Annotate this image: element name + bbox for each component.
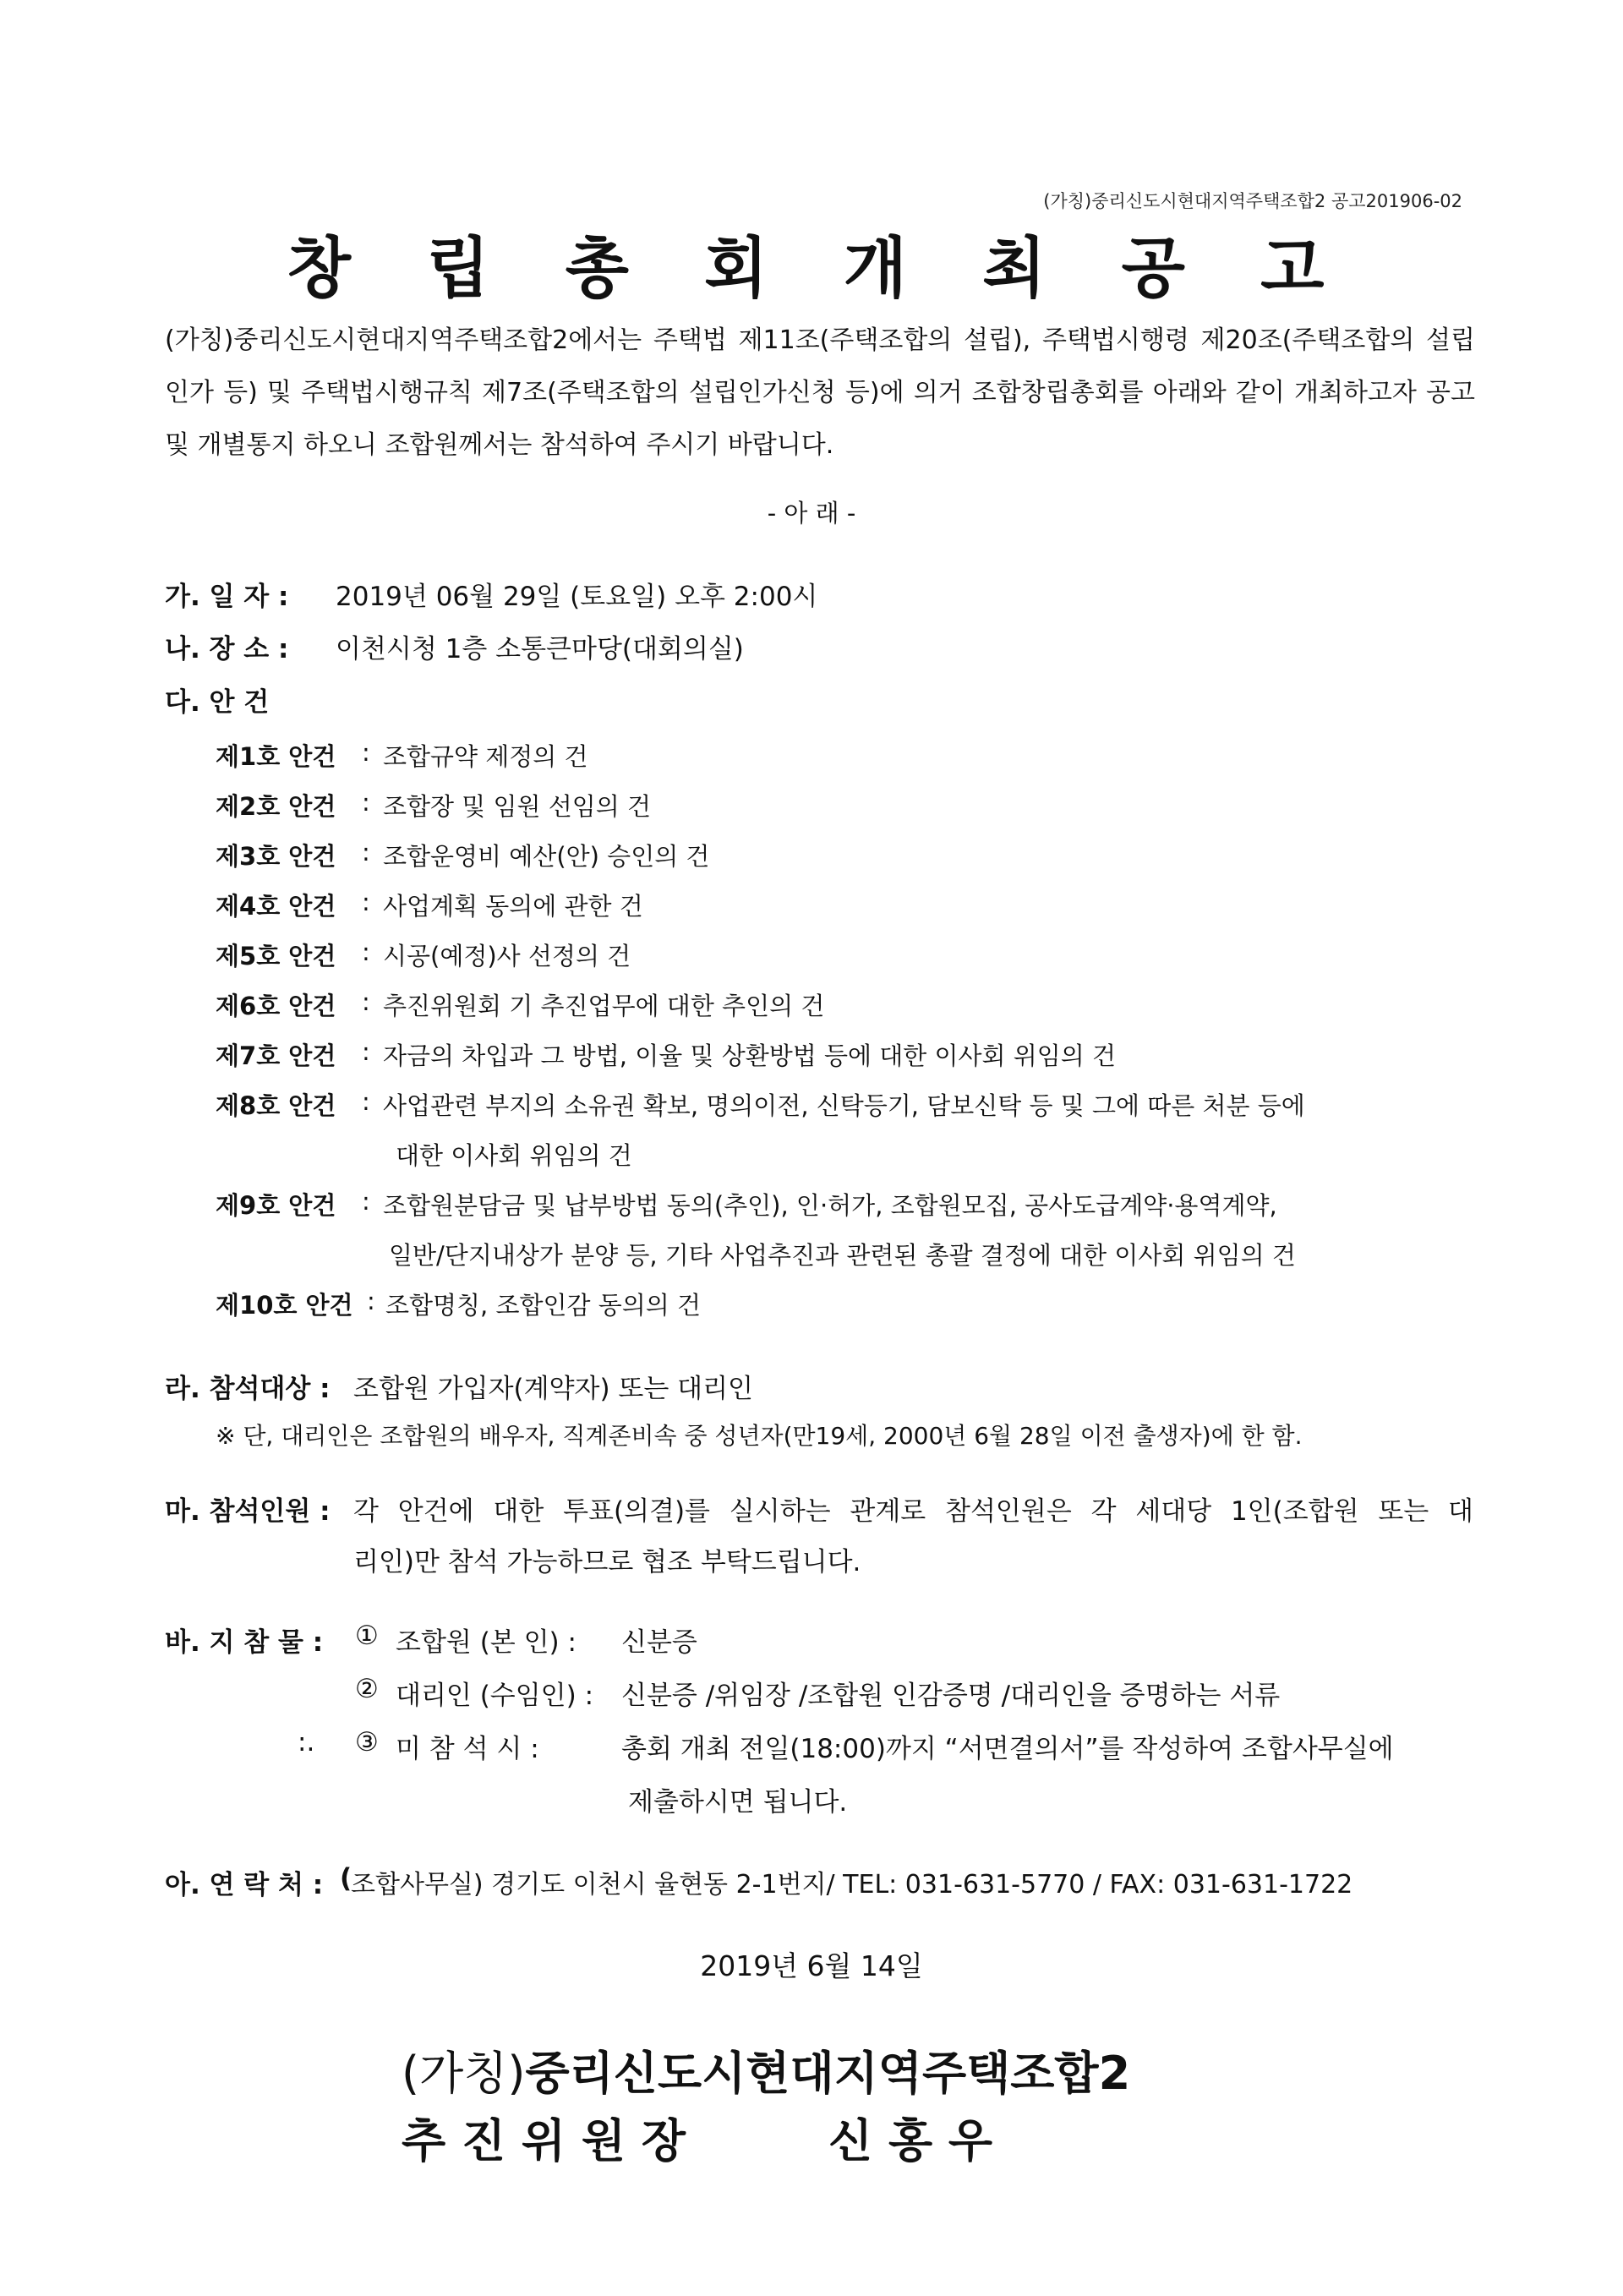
notice-reference-number: (가칭)중리신도시현대지역주택조합2 공고201906-02 xyxy=(1043,191,1462,211)
agenda-colon: : xyxy=(367,1287,375,1315)
agenda-text: 조합규약 제정의 건 xyxy=(383,742,588,771)
agenda-number: 제7호 안건 xyxy=(216,1041,336,1070)
notice-date: 2019년 6월 14일 xyxy=(700,1949,923,1982)
date-value: 2019년 06월 29일 (토요일) 오후 2:00시 xyxy=(336,582,818,612)
agenda-text: 자금의 차입과 그 방법, 이율 및 상환방법 등에 대한 이사회 위임의 건 xyxy=(383,1041,1116,1070)
contact-value: 조합사무실) 경기도 이천시 율현동 2-1번지/ TEL: 031-631-5770 / FAX: 031-631-1722 xyxy=(351,1870,1353,1900)
agenda-text: 조합장 및 임원 선임의 건 xyxy=(383,792,652,821)
agenda-colon: : xyxy=(362,987,370,1016)
agenda-colon: : xyxy=(362,1037,370,1066)
contact-label: 아. 연 락 처 : xyxy=(165,1870,324,1900)
bring-mark: :. xyxy=(298,1727,315,1758)
bring-item-who: 대리인 (수임인) : xyxy=(396,1681,594,1711)
section-divider-label: - 아 래 - xyxy=(767,499,856,528)
bring-item-what: 총회 개최 전일(18:00)까지 “서면결의서”를 작성하여 조합사무실에 xyxy=(621,1734,1394,1764)
signature-organization xyxy=(402,2037,1130,2102)
bring-item-what-continued: 제출하시면 됩니다. xyxy=(628,1787,848,1818)
agenda-text-continued: 대한 이사회 위임의 건 xyxy=(396,1141,632,1170)
bring-item-number: ① xyxy=(355,1621,379,1651)
attend-count-label: 마. 참석인원 : xyxy=(165,1496,331,1527)
agenda-label: 다. 안 건 xyxy=(165,687,270,718)
attend-count-line-2: 리인)만 참석 가능하므로 협조 부탁드립니다. xyxy=(353,1547,861,1577)
bring-item-what: 신분증 /위임장 /조합원 인감증명 /대리인을 증명하는 서류 xyxy=(621,1681,1281,1711)
agenda-number: 제8호 안건 xyxy=(216,1091,336,1120)
intro-paragraph: (가칭)중리신도시현대지역주택조합2에서는 주택법 제11조(주택조합의 설립), 주택법시행령 제20조(주택조합의 설립인가 등) 및 주택법시행규칙 제7조(주택조합의 설립인가신청 등)에 의거 조합창립총회를 아래와 같이 개최하고자 공고 및 개별통지 하오니 조합원께서는 참석하여 주시기 바랍니다. xyxy=(165,325,1475,460)
bring-items-label: 바. 지 참 물 : xyxy=(165,1627,324,1658)
page-title: 창 립 총 회 개 최 공 고 xyxy=(287,231,1336,307)
attend-target-note: ※ 단, 대리인은 조합원의 배우자, 직계존비속 중 성년자(만19세, 2000년 6월 28일 이전 출생자)에 한 함. xyxy=(216,1422,1303,1450)
agenda-colon: : xyxy=(362,1087,370,1116)
agenda-colon: : xyxy=(362,838,370,866)
agenda-number: 제1호 안건 xyxy=(216,742,336,771)
agenda-text: 사업관련 부지의 소유권 확보, 명의이전, 신탁등기, 담보신탁 등 및 그에 따른 처분 등에 xyxy=(383,1091,1305,1120)
agenda-text: 조합운영비 예산(안) 승인의 건 xyxy=(383,842,710,871)
agenda-text-continued: 일반/단지내상가 분양 등, 기타 사업추진과 관련된 총괄 결정에 대한 이사회 위임의 건 xyxy=(389,1241,1296,1270)
agenda-text: 추진위원회 기 추진업무에 대한 추인의 건 xyxy=(383,992,825,1020)
agenda-colon: : xyxy=(362,738,370,767)
agenda-colon: : xyxy=(362,888,370,916)
agenda-number: 제10호 안건 xyxy=(216,1291,353,1320)
agenda-number: 제6호 안건 xyxy=(216,992,336,1020)
signature-org-prefix: (가칭) xyxy=(402,2047,526,2100)
agenda-number: 제3호 안건 xyxy=(216,842,336,871)
bring-item-who: 미 참 석 시 : xyxy=(396,1734,539,1764)
date-label: 가. 일 자 : xyxy=(165,582,289,612)
bring-item-who: 조합원 (본 인) : xyxy=(396,1627,577,1658)
agenda-colon: : xyxy=(362,1187,370,1216)
agenda-text: 시공(예정)사 선정의 건 xyxy=(383,942,631,970)
contact-paren: ( xyxy=(340,1863,352,1894)
agenda-colon: : xyxy=(362,788,370,817)
agenda-colon: : xyxy=(362,938,370,966)
place-value: 이천시청 1층 소통큰마당(대회의실) xyxy=(336,634,744,664)
bring-item-what: 신분증 xyxy=(621,1627,697,1658)
attend-count-line-1: 각 안건에 대한 투표(의결)를 실시하는 관계로 참석인원은 각 세대당 1인(조합원 또는 대 xyxy=(353,1496,1473,1527)
attend-target-label: 라. 참석대상 : xyxy=(165,1374,331,1404)
bring-item-number: ③ xyxy=(355,1727,379,1758)
signature-org-name: 중리신도시현대지역주택조합2 xyxy=(525,2047,1131,2100)
agenda-number: 제2호 안건 xyxy=(216,792,336,821)
place-label: 나. 장 소 : xyxy=(165,634,289,664)
attend-target-value: 조합원 가입자(계약자) 또는 대리인 xyxy=(353,1374,753,1404)
agenda-number: 제4호 안건 xyxy=(216,892,336,921)
agenda-text: 조합명칭, 조합인감 동의의 건 xyxy=(385,1291,702,1320)
agenda-number: 제5호 안건 xyxy=(216,942,336,970)
agenda-text: 사업계획 동의에 관한 건 xyxy=(383,892,643,921)
signature-role: 추 진 위 원 장 xyxy=(402,2114,686,2168)
agenda-number: 제9호 안건 xyxy=(216,1191,336,1220)
signature-name: 신 홍 우 xyxy=(828,2114,993,2168)
bring-item-number: ② xyxy=(355,1674,379,1704)
agenda-text: 조합원분담금 및 납부방법 동의(추인), 인·허가, 조합원모집, 공사도급계약·용역계약, xyxy=(383,1191,1277,1220)
